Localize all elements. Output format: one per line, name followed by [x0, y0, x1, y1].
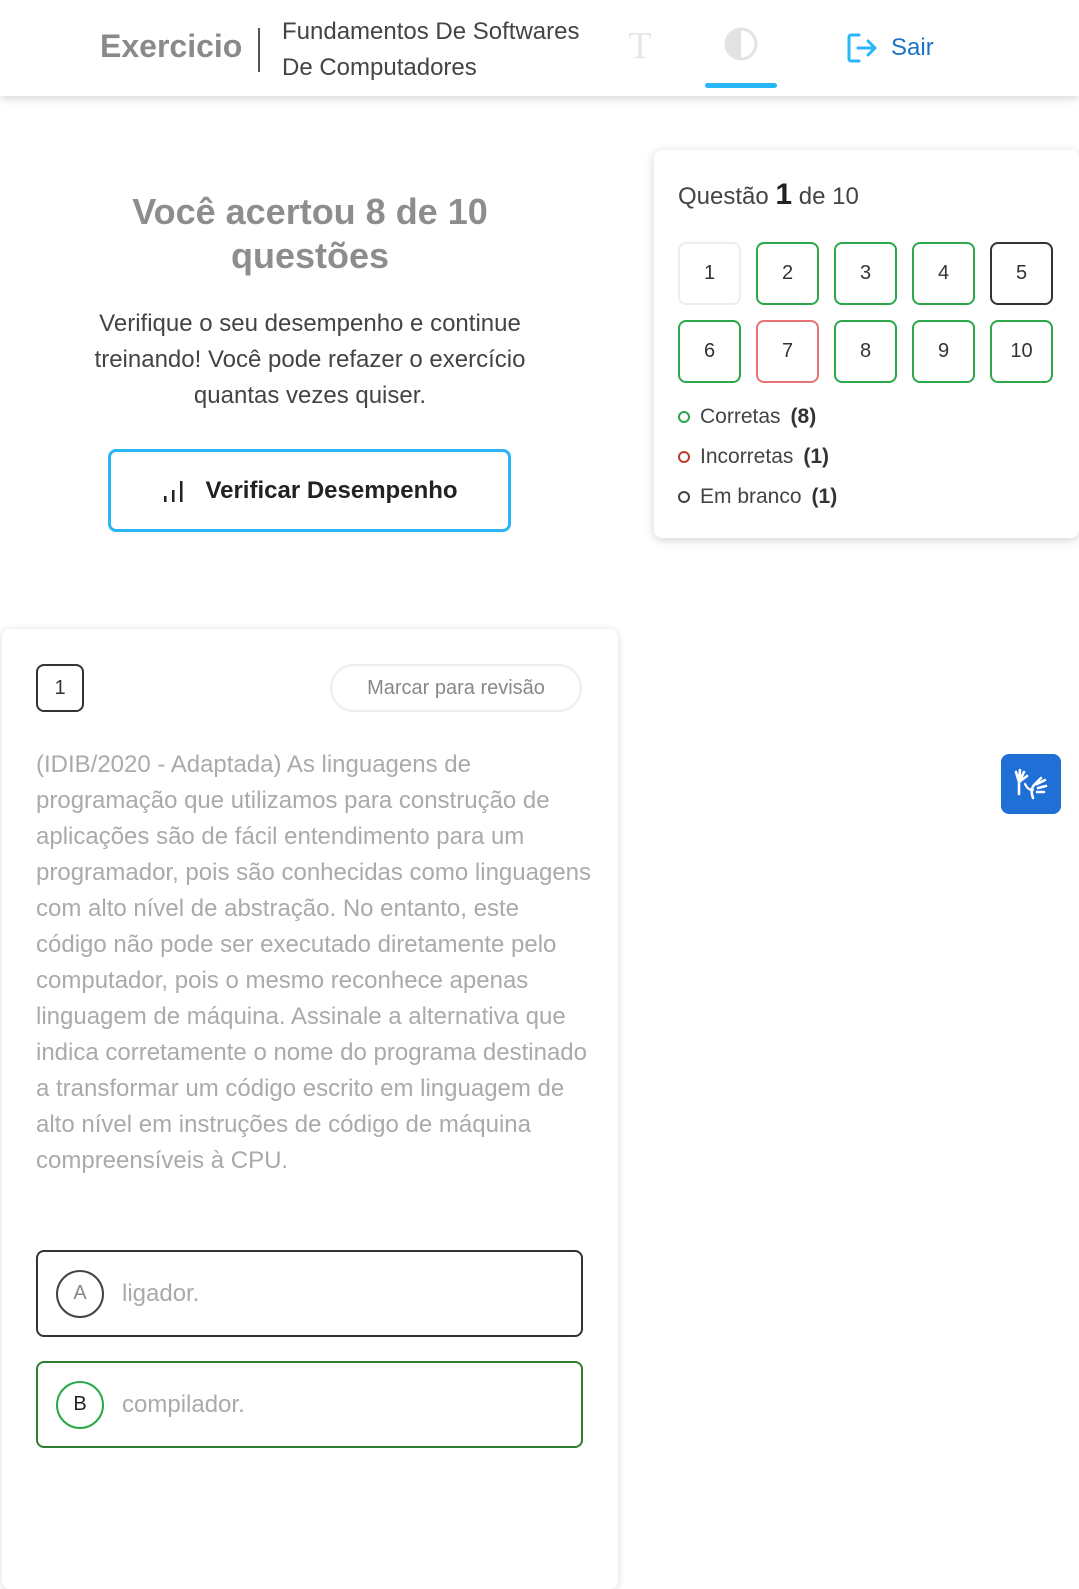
legend-blank-count: (1): [811, 485, 838, 508]
current-question-number: 1: [775, 178, 793, 211]
heading-prefix: Questão: [678, 183, 769, 210]
course-title: Fundamentos De Softwares De Computadores: [282, 18, 580, 81]
font-size-toggle[interactable]: T: [628, 25, 652, 67]
question-button-6[interactable]: 6: [678, 320, 741, 383]
option-b[interactable]: [36, 1361, 583, 1448]
question-navigator: [654, 150, 1079, 538]
mark-for-review-button[interactable]: Marcar para revisão: [330, 664, 582, 712]
question-button-7[interactable]: 7: [756, 320, 819, 383]
contrast-toggle-button[interactable]: [705, 20, 777, 88]
result-description: Verifique o seu desempenho e continue treinando! Você pode refazer o exercício quantas vezes quiser.: [94, 310, 526, 409]
status-legend: [678, 404, 837, 524]
question-button-3[interactable]: 3: [834, 242, 897, 305]
legend-incorrect: [678, 444, 837, 470]
active-indicator: [705, 83, 777, 88]
option-a[interactable]: [36, 1250, 583, 1337]
legend-blank-label: Em branco: [700, 485, 802, 508]
option-a-text: ligador.: [122, 1279, 200, 1307]
header-divider: [258, 28, 260, 72]
question-button-1[interactable]: 1: [678, 242, 741, 305]
option-b-text: compilador.: [122, 1390, 245, 1418]
correct-dot-icon: [678, 411, 690, 423]
sign-language-hands-icon: [1011, 764, 1051, 804]
blank-dot-icon: [678, 491, 690, 503]
logout-label: Sair: [891, 34, 934, 61]
bar-chart-icon: [161, 478, 187, 504]
legend-correct-label: Corretas: [700, 405, 781, 428]
question-button-10[interactable]: 10: [990, 320, 1053, 383]
question-number-badge: 1: [36, 664, 84, 712]
result-title: Você acertou 8 de 10 questões: [132, 191, 488, 276]
question-button-5[interactable]: 5: [990, 242, 1053, 305]
check-performance-button[interactable]: [108, 449, 511, 532]
legend-blank: [678, 484, 837, 510]
question-grid: [678, 242, 1054, 383]
sign-language-button[interactable]: [1001, 754, 1061, 814]
logout-button[interactable]: [845, 28, 955, 68]
question-card: [2, 629, 618, 1589]
logout-icon: [845, 31, 879, 65]
option-a-letter: A: [56, 1270, 104, 1318]
brand-title: Exercicio: [100, 28, 243, 64]
navigator-heading: [678, 178, 859, 212]
option-b-letter: B: [56, 1381, 104, 1429]
question-button-4[interactable]: 4: [912, 242, 975, 305]
top-header: [0, 0, 1079, 96]
contrast-icon: [724, 27, 758, 61]
legend-incorrect-count: (1): [803, 445, 830, 468]
incorrect-dot-icon: [678, 451, 690, 463]
legend-correct: [678, 404, 837, 430]
question-button-2[interactable]: 2: [756, 242, 819, 305]
legend-incorrect-label: Incorretas: [700, 445, 794, 468]
question-button-8[interactable]: 8: [834, 320, 897, 383]
heading-suffix: de 10: [798, 183, 859, 210]
legend-correct-count: (8): [790, 405, 817, 428]
check-performance-label: Verificar Desempenho: [205, 476, 458, 504]
question-button-9[interactable]: 9: [912, 320, 975, 383]
question-statement: (IDIB/2020 - Adaptada) As linguagens de programação que utilizamos para construção de aplicações são de fácil entendimento para um programador, pois são conhecidas como linguagens com alto nível de abstração. No entanto, este código não pode ser executado diretamente pelo computador, pois o mesmo reconhece apenas linguagem de máquina. Assinale a alternativa que indica corretamente o nome do programa destinado a transformar um código escrito em linguagem de alto nível em instruções de código de máquina compreensíveis à CPU.: [36, 751, 592, 1174]
